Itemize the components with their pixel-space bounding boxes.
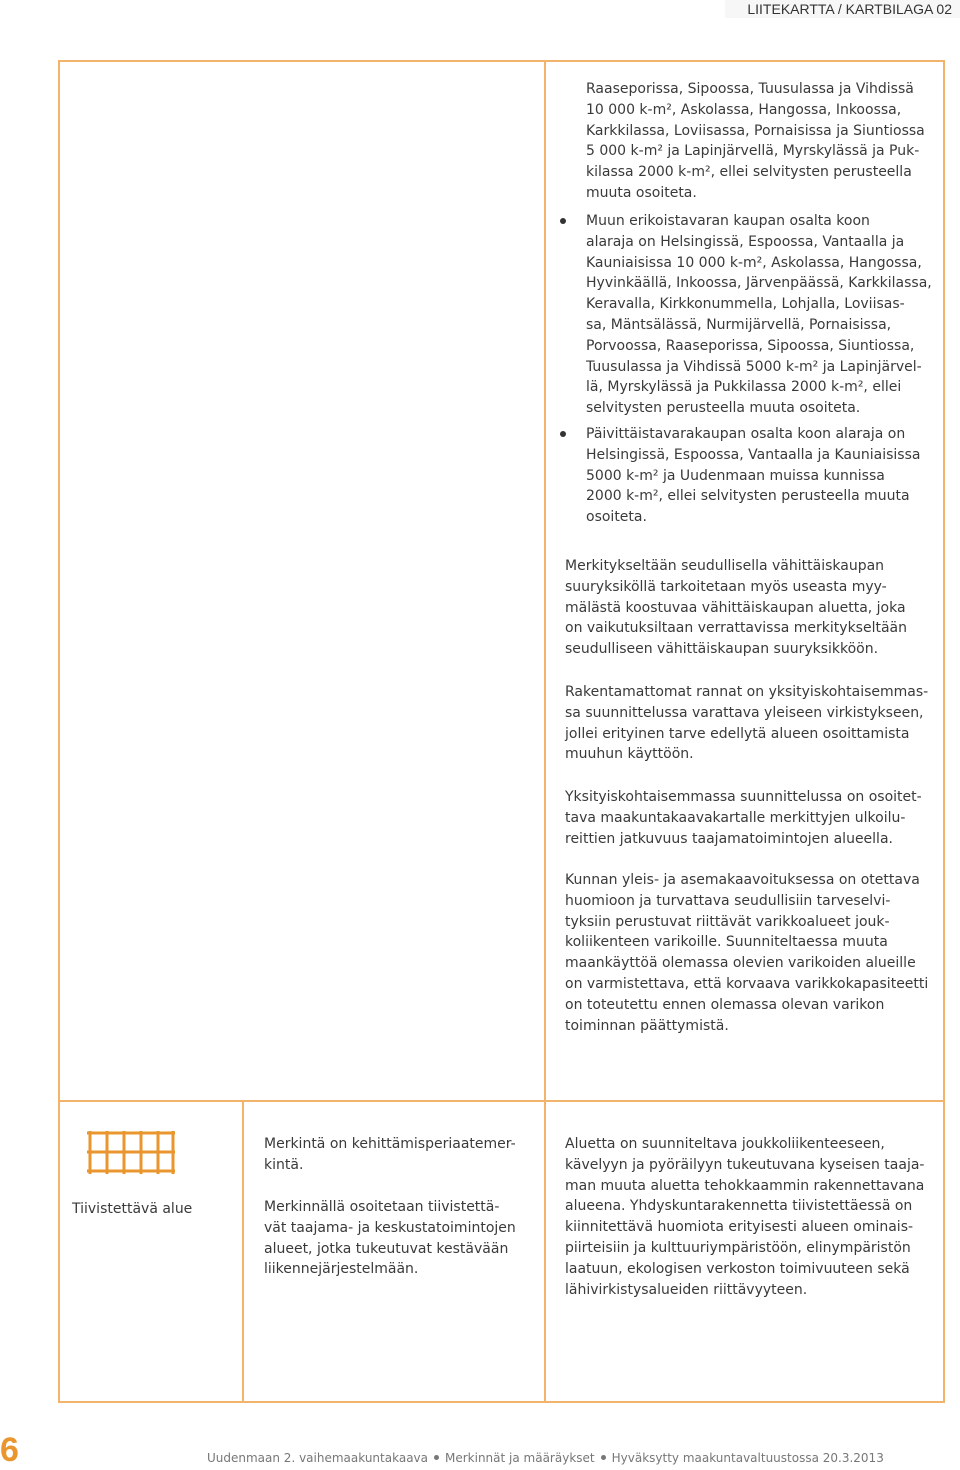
paragraph-line: koliikenteen varikoille. Suunniteltaessa muuta	[565, 934, 888, 951]
intro-line: Raaseporissa, Sipoossa, Tuusulassa ja Vihdissä	[586, 81, 914, 97]
regulation-line: Aluetta on suunniteltava joukkoliikenteeseen,	[565, 1136, 885, 1152]
paragraph-line: toiminnan päättymistä.	[565, 1017, 729, 1034]
bullet-line: Porvoossa, Raaseporissa, Sipoossa, Siuntiossa,	[586, 337, 915, 354]
paragraph-ulkoilureitit	[565, 787, 940, 849]
marking-description	[264, 1197, 534, 1280]
footer-section: Merkinnät ja määräykset	[445, 1451, 595, 1465]
marking-desc-line: liikennejärjestelmään.	[264, 1261, 419, 1278]
symbol-label: Tiivistettävä alue	[72, 1201, 193, 1217]
footer-info	[207, 1450, 884, 1466]
page-header-tag: LIITEKARTTA / KARTBILAGA 02	[725, 0, 960, 18]
intro-line: 10 000 k-m², Askolassa, Hangossa, Inkoossa,	[586, 101, 902, 118]
regulation-line: piirteisiin ja kulttuuriympäristöön, elinympäristön	[565, 1239, 911, 1256]
paragraph-line: suuryksiköllä tarkoitetaan myös useasta myy-	[565, 578, 887, 595]
paragraph-rannat	[565, 682, 940, 765]
separator-dot-icon	[434, 1455, 439, 1460]
separator-dot-icon	[601, 1455, 606, 1460]
column-divider-right	[544, 1100, 546, 1403]
intro-line: kilassa 2000 k-m², ellei selvitysten perusteella	[586, 164, 912, 181]
paragraph-line: huomioon ja turvattava seudullisiin tarveselvi-	[565, 892, 891, 909]
regulation-line: kiinnitettävä huomiota erityisesti alueen ominais-	[565, 1219, 914, 1236]
intro-line: 5 000 k-m² ja Lapinjärvellä, Myrskylässä ja Puk-	[586, 143, 920, 160]
bullet-list	[560, 211, 940, 528]
paragraph-line: sa suunnittelussa varattava yleiseen virkistykseen,	[565, 704, 924, 721]
paragraph-line: seudulliseen vähittäiskaupan suuryksikköön.	[565, 641, 879, 658]
regulation-line: laatuun, ekologisen verkoston toimivuuteen sekä	[565, 1260, 910, 1277]
bullet-line: selvitysten perusteella muuta osoiteta.	[586, 400, 861, 417]
paragraph-line: Rakentamattomat rannat on yksityiskohtaisemmas-	[565, 684, 929, 700]
bullet-line: Muun erikoistavaran kaupan osalta koon	[586, 213, 870, 229]
paragraph-line: tyksiin perustuvat riittävät varikkoalueet jouk-	[565, 913, 890, 930]
paragraph-line: on varmistettava, että korvaava varikkokapasiteetti	[565, 975, 929, 992]
bullet-line: Kauniaisissa 10 000 k-m², Askolassa, Hangossa,	[586, 254, 922, 271]
bullet-line: osoiteta.	[586, 509, 647, 526]
paragraph-line: Yksityiskohtaisemmassa suunnittelussa on osoitet-	[565, 789, 922, 805]
orange-grid-icon	[87, 1131, 177, 1175]
regulation-line: lähivirkistysalueiden riittävyyteen.	[565, 1281, 808, 1298]
regulation-line: kävelyyn ja pyöräilyyn tukeutuvana kyseisen taaja-	[565, 1156, 925, 1173]
column-divider-top	[544, 60, 546, 1102]
paragraph-suuryksikko	[565, 556, 940, 660]
footer-plan-name: Uudenmaan 2. vaihemaakuntakaava	[207, 1451, 428, 1465]
paragraph-line: Kunnan yleis- ja asemakaavoituksessa on otettava	[565, 872, 920, 888]
paragraph-line: tava maakuntakaavakartalle merkittyjen ulkoilu-	[565, 809, 906, 826]
paragraph-line: maankäyttöä olemassa olevien varikoiden alueille	[565, 955, 916, 972]
marking-title-line: kintä.	[264, 1156, 304, 1173]
page-number: 6	[0, 1431, 19, 1469]
paragraph-line: Merkitykseltään seudullisella vähittäiskaupan	[565, 558, 885, 574]
paragraph-line: mälästä koostuvaa vähittäiskaupan aluetta, joka	[565, 599, 906, 616]
bullet-line: 2000 k-m², ellei selvitysten perusteella muuta	[586, 488, 910, 505]
bullet-line: Tuusulassa ja Vihdissä 5000 k-m² ja Lapinjärvel-	[586, 358, 922, 375]
bullet-line: 5000 k-m² ja Uudenmaan muissa kunnissa	[586, 467, 885, 484]
intro-line: muuta osoiteta.	[586, 184, 697, 201]
bullet-line: Keravalla, Kirkkonummella, Lohjalla, Loviisas-	[586, 296, 905, 313]
paragraph-line: on vaikutuksiltaan verrattavissa merkitykseltään	[565, 620, 908, 637]
marking-desc-line: alueet, jotka tukeutuvat kestävään	[264, 1240, 509, 1257]
paragraph-line: reittien jatkuvuus taajamatoimintojen alueella.	[565, 830, 893, 847]
bullet-line: sa, Mäntsälässä, Nurmijärvellä, Pornaisissa,	[586, 316, 892, 333]
paragraph-line: on toteutettu ennen olemassa olevan varikon	[565, 996, 885, 1013]
bullet-item-erikoistavara	[560, 211, 940, 419]
regulation-line: alueena. Yhdyskuntarakennetta tiivistettäessä on	[565, 1198, 913, 1215]
paragraph-line: jollei erityinen tarve edellytä alueen osoittamista	[565, 725, 910, 742]
marking-title-line: Merkintä on kehittämisperiaatemer-	[264, 1136, 516, 1152]
bullet-item-paivittaistavara	[560, 424, 940, 528]
bullet-line: lä, Myrskylässä ja Pukkilassa 2000 k-m², ellei	[586, 379, 902, 396]
bullet-line: Hyvinkäällä, Inkoossa, Järvenpäässä, Karkkilassa,	[586, 275, 932, 292]
footer-approval: Hyväksytty maakuntavaltuustossa 20.3.2013	[611, 1451, 884, 1465]
paragraph-varikot	[565, 870, 940, 1036]
regulation-text	[565, 1134, 940, 1300]
intro-paragraph	[586, 79, 936, 204]
bullet-line: Helsingissä, Espoossa, Vantaalla ja Kauniaisissa	[586, 446, 921, 463]
paragraph-line: muuhun käyttöön.	[565, 746, 694, 763]
regulation-line: man muuta aluetta tehokkaammin rakennettavana	[565, 1177, 925, 1194]
marking-desc-line: Merkinnällä osoitetaan tiivistettä-	[264, 1199, 500, 1215]
bullet-line: alaraja on Helsingissä, Espoossa, Vantaalla ja	[586, 233, 905, 250]
bullet-line: Päivittäistavarakaupan osalta koon alaraja on	[586, 425, 906, 442]
marking-desc-line: vät taajama- ja keskustatoimintojen	[264, 1219, 516, 1236]
intro-line: Karkkilassa, Loviisassa, Pornaisissa ja Siuntiossa	[586, 122, 925, 139]
column-divider-left	[242, 1100, 244, 1403]
marking-title	[264, 1134, 534, 1176]
